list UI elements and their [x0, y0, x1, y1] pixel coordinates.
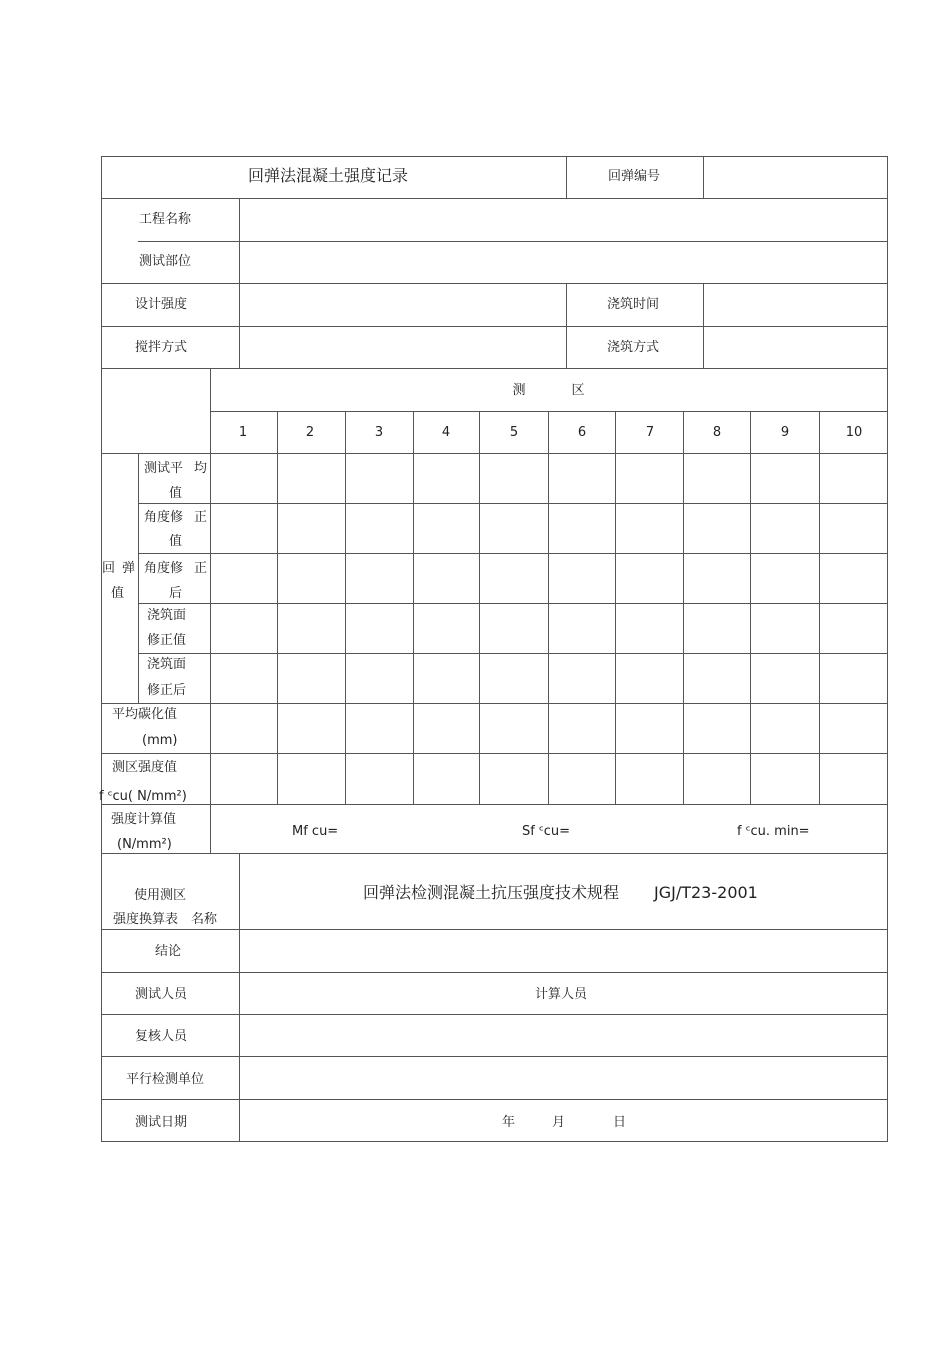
conclusion-field[interactable] — [240, 930, 887, 972]
divider-line — [138, 603, 888, 604]
divider-line — [345, 411, 346, 804]
zone-number: 1 — [238, 425, 248, 440]
zone-number: 7 — [645, 425, 655, 440]
divider-line — [750, 411, 751, 804]
mix-method-label: 搅拌方式 — [134, 340, 188, 355]
row-label-pour-after: 浇筑面 — [147, 657, 187, 672]
rebound-group-label-c: 值 — [111, 586, 125, 601]
row-label-pour-corr: 浇筑面 — [147, 608, 187, 623]
rebound-no-label: 回弹编号 — [607, 169, 661, 184]
border-line — [101, 1141, 888, 1142]
divider-line — [277, 411, 278, 804]
table-use-label: 强度换算表 名称 — [113, 912, 218, 927]
divider-line — [413, 411, 414, 804]
zone-number: 6 — [577, 425, 587, 440]
divider-line — [210, 368, 211, 853]
border-line — [101, 753, 888, 754]
row-label-zone-strength: 测区强度值 — [112, 760, 178, 775]
divider-line — [138, 553, 888, 554]
date-year: 年 — [502, 1115, 516, 1130]
pour-method-label: 浇筑方式 — [606, 340, 660, 355]
border-line — [101, 804, 888, 805]
project-name-field[interactable] — [240, 199, 887, 241]
row-label-pour-after: 修正后 — [147, 683, 187, 698]
parallel-label: 平行检测单位 — [125, 1072, 205, 1087]
row-label-angle-corr: 正 — [194, 510, 208, 525]
divider-line — [479, 411, 480, 804]
border-line — [101, 703, 888, 704]
rebound-no-field[interactable] — [704, 157, 887, 198]
border-line — [101, 368, 888, 369]
test-part-field[interactable] — [240, 242, 887, 283]
border-line — [887, 156, 888, 1142]
date-month: 月 — [552, 1115, 566, 1130]
row-label-angle-after: 后 — [169, 586, 183, 601]
divider-line — [548, 411, 549, 804]
reviewer-field[interactable] — [240, 1015, 887, 1056]
divider-line — [138, 453, 139, 703]
row-label-pour-corr: 修正值 — [147, 633, 187, 648]
row-label-avg: 测试平 — [144, 461, 184, 476]
divider-line — [819, 411, 820, 804]
standard-name: 回弹法检测混凝土抗压强度技术规程 — [363, 883, 620, 902]
row-label-angle-after: 角度修 — [144, 561, 184, 576]
divider-line — [615, 411, 616, 804]
pour-time-label: 浇筑时间 — [606, 297, 660, 312]
rebound-group-label-b: 弹 — [122, 561, 136, 576]
zone-number: 8 — [712, 425, 722, 440]
parallel-field[interactable] — [240, 1057, 887, 1099]
calculator-label: 计算人员 — [534, 987, 588, 1002]
border-line — [101, 453, 888, 454]
divider-line — [138, 653, 888, 654]
row-label-angle-corr: 值 — [169, 534, 183, 549]
test-part-label: 测试部位 — [139, 254, 192, 269]
conclusion-label: 结论 — [154, 944, 182, 959]
table-use-label: 使用测区 — [134, 888, 187, 903]
design-strength-field[interactable] — [240, 284, 566, 326]
design-strength-label: 设计强度 — [134, 297, 188, 312]
row-label-avg: 均 — [194, 461, 208, 476]
border-line — [101, 853, 888, 854]
border-line — [101, 972, 888, 973]
row-label-calc: (N/mm²) — [117, 837, 172, 852]
divider-line — [566, 283, 567, 368]
zone-number: 5 — [509, 425, 519, 440]
calc-min: f ᶜcu. min= — [737, 824, 810, 839]
zone-number: 4 — [441, 425, 451, 440]
row-label-carbon: (mm) — [142, 733, 178, 748]
project-name-label: 工程名称 — [139, 212, 192, 227]
row-label-angle-after: 正 — [194, 561, 208, 576]
rebound-group-label-a: 回 — [102, 561, 116, 576]
zone-header-b: 区 — [571, 383, 585, 398]
zone-number: 2 — [305, 425, 315, 440]
calc-mean: Mf cu= — [292, 824, 339, 839]
border-line — [101, 156, 102, 1142]
tester-label: 测试人员 — [134, 987, 188, 1002]
divider-line — [566, 156, 567, 198]
date-label: 测试日期 — [134, 1115, 188, 1130]
zone-header-a: 测 — [512, 383, 526, 398]
pour-method-field[interactable] — [704, 327, 887, 368]
zone-number: 3 — [374, 425, 384, 440]
row-label-zone-strength: f ᶜcu( N/mm²) — [99, 789, 187, 804]
divider-line — [683, 411, 684, 804]
pour-time-field[interactable] — [704, 284, 887, 326]
zone-number: 10 — [845, 425, 863, 440]
reviewer-label: 复核人员 — [134, 1029, 188, 1044]
divider-line — [138, 503, 888, 504]
row-label-avg: 值 — [169, 486, 183, 501]
row-label-angle-corr: 角度修 — [144, 510, 184, 525]
form-title: 回弹法混凝土强度记录 — [247, 166, 409, 185]
row-label-calc: 强度计算值 — [111, 812, 177, 827]
row-label-carbon: 平均碳化值 — [112, 707, 178, 722]
border-line — [101, 1099, 888, 1100]
mix-method-field[interactable] — [240, 327, 566, 368]
date-day: 日 — [613, 1115, 627, 1130]
calc-std-dev: Sf ᶜcu= — [522, 824, 571, 839]
zone-number: 9 — [780, 425, 790, 440]
divider-line — [210, 411, 888, 412]
standard-code: JGJ/T23-2001 — [654, 883, 758, 902]
